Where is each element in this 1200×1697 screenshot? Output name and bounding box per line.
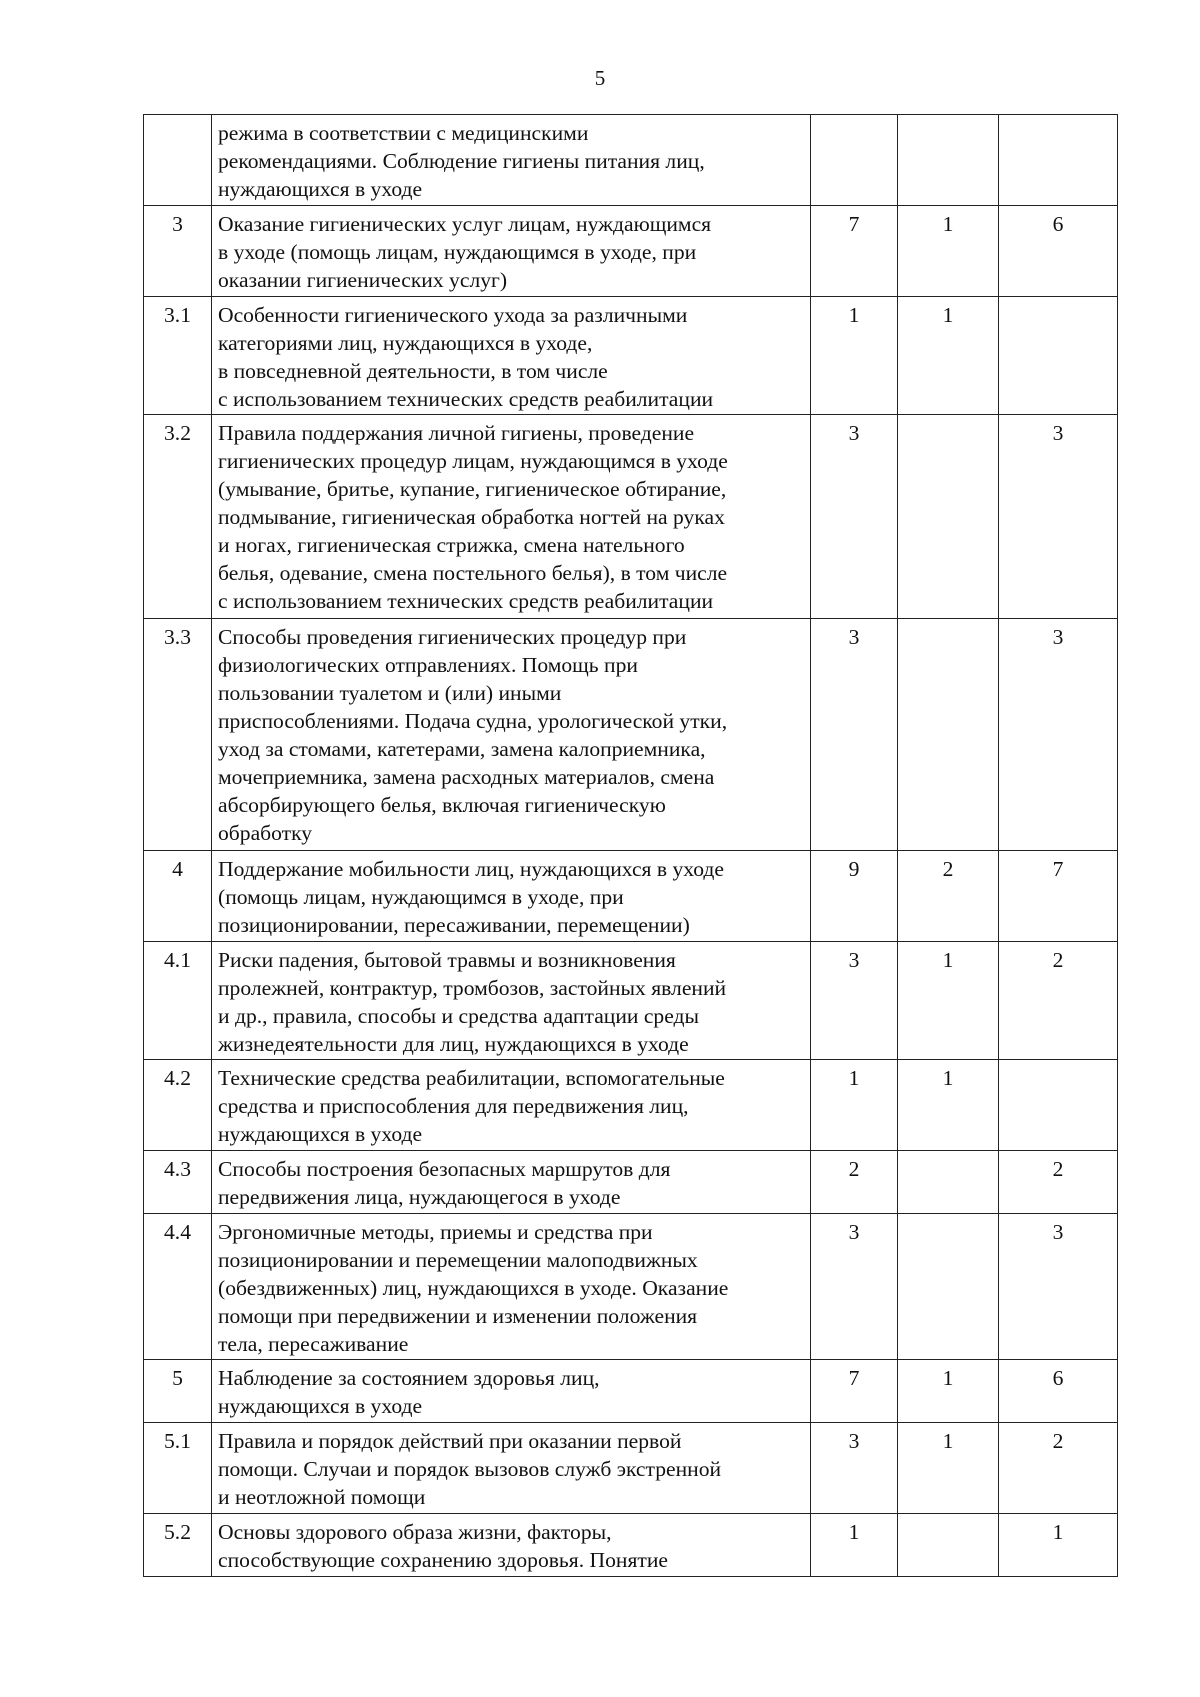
practice-hours-cell (999, 1060, 1118, 1151)
topic-cell: Правила и порядок действий при оказании первой помощи. Случаи и порядок вызовов служб экстренной и неотложной помощи (212, 1423, 811, 1514)
table-row (144, 206, 1118, 297)
row-number-cell (144, 115, 212, 206)
topic-cell: Поддержание мобильности лиц, нуждающихся в уходе (помощь лицам, нуждающимся в уходе, при позиционировании, пересаживании, перемещении) (212, 851, 811, 942)
practice-hours-cell: 3 (999, 1214, 1118, 1360)
table-row (144, 851, 1118, 942)
total-hours-cell: 7 (811, 206, 898, 297)
theory-hours-cell (898, 1514, 999, 1577)
practice-hours-cell (999, 297, 1118, 415)
practice-hours-cell: 7 (999, 851, 1118, 942)
total-hours-cell: 1 (811, 1060, 898, 1151)
topic-cell: Наблюдение за состоянием здоровья лиц, нуждающихся в уходе (212, 1360, 811, 1423)
theory-hours-cell (898, 415, 999, 619)
topic-cell: Способы проведения гигиенических процедур при физиологических отправлениях. Помощь при пользовании туалетом и (или) иными приспособлениями. Подача судна, урологической утки, уход за стомами, катетерами, замена калоприемника, мочеприемника, замена расходных материалов, смена абсорбирующего белья, включая гигиеническую обработку (212, 619, 811, 851)
row-number-cell: 4.1 (144, 942, 212, 1060)
page-number: 5 (594, 66, 606, 90)
table-row (144, 1423, 1118, 1514)
table-row (144, 115, 1118, 206)
row-number-cell: 4.2 (144, 1060, 212, 1151)
practice-hours-cell: 1 (999, 1514, 1118, 1577)
theory-hours-cell: 1 (898, 942, 999, 1060)
theory-hours-cell: 1 (898, 1060, 999, 1151)
total-hours-cell: 3 (811, 415, 898, 619)
total-hours-cell: 3 (811, 1423, 898, 1514)
theory-hours-cell (898, 1214, 999, 1360)
row-number-cell: 5.2 (144, 1514, 212, 1577)
practice-hours-cell: 3 (999, 619, 1118, 851)
topic-cell: Основы здорового образа жизни, факторы, способствующие сохранению здоровья. Понятие (212, 1514, 811, 1577)
table-row (144, 415, 1118, 619)
topic-cell: Эргономичные методы, приемы и средства при позиционировании и перемещении малоподвижных (обездвиженных) лиц, нуждающихся в уходе. Оказание помощи при передвижении и изменении положения тела, пересаживание (212, 1214, 811, 1360)
table-body (144, 115, 1118, 1577)
total-hours-cell (811, 115, 898, 206)
table-row (144, 942, 1118, 1060)
practice-hours-cell: 3 (999, 415, 1118, 619)
row-number-cell: 3.2 (144, 415, 212, 619)
row-number-cell: 3.3 (144, 619, 212, 851)
practice-hours-cell: 6 (999, 206, 1118, 297)
row-number-cell: 4.3 (144, 1151, 212, 1214)
topic-cell: Особенности гигиенического ухода за различными категориями лиц, нуждающихся в уходе, в повседневной деятельности, в том числе с использованием технических средств реабилитации (212, 297, 811, 415)
topic-cell: Способы построения безопасных маршрутов для передвижения лица, нуждающегося в уходе (212, 1151, 811, 1214)
topic-cell: режима в соответствии с медицинскими рекомендациями. Соблюдение гигиены питания лиц, нуждающихся в уходе (212, 115, 811, 206)
theory-hours-cell: 1 (898, 297, 999, 415)
table-row (144, 1214, 1118, 1360)
theory-hours-cell: 1 (898, 206, 999, 297)
table-row (144, 1514, 1118, 1577)
practice-hours-cell: 2 (999, 1151, 1118, 1214)
total-hours-cell: 2 (811, 1151, 898, 1214)
topic-cell: Риски падения, бытовой травмы и возникновения пролежней, контрактур, тромбозов, застойных явлений и др., правила, способы и средства адаптации среды жизнедеятельности для лиц, нуждающихся в уходе (212, 942, 811, 1060)
row-number-cell: 4.4 (144, 1214, 212, 1360)
row-number-cell: 5 (144, 1360, 212, 1423)
theory-hours-cell: 1 (898, 1423, 999, 1514)
theory-hours-cell (898, 115, 999, 206)
table-row (144, 619, 1118, 851)
practice-hours-cell: 6 (999, 1360, 1118, 1423)
total-hours-cell: 7 (811, 1360, 898, 1423)
total-hours-cell: 3 (811, 619, 898, 851)
curriculum-table (143, 114, 1118, 1577)
theory-hours-cell (898, 1151, 999, 1214)
table-row (144, 1360, 1118, 1423)
table-row (144, 1060, 1118, 1151)
practice-hours-cell: 2 (999, 1423, 1118, 1514)
total-hours-cell: 9 (811, 851, 898, 942)
row-number-cell: 4 (144, 851, 212, 942)
total-hours-cell: 1 (811, 297, 898, 415)
total-hours-cell: 3 (811, 942, 898, 1060)
practice-hours-cell: 2 (999, 942, 1118, 1060)
total-hours-cell: 3 (811, 1214, 898, 1360)
row-number-cell: 3.1 (144, 297, 212, 415)
topic-cell: Оказание гигиенических услуг лицам, нуждающимся в уходе (помощь лицам, нуждающимся в уходе, при оказании гигиенических услуг) (212, 206, 811, 297)
topic-cell: Технические средства реабилитации, вспомогательные средства и приспособления для передвижения лиц, нуждающихся в уходе (212, 1060, 811, 1151)
row-number-cell: 3 (144, 206, 212, 297)
theory-hours-cell: 2 (898, 851, 999, 942)
table-row (144, 1151, 1118, 1214)
topic-cell: Правила поддержания личной гигиены, проведение гигиенических процедур лицам, нуждающимся в уходе (умывание, бритье, купание, гигиеническое обтирание, подмывание, гигиеническая обработка ногтей на руках и ногах, гигиеническая стрижка, смена нательного белья, одевание, смена постельного белья), в том числе с использованием технических средств реабилитации (212, 415, 811, 619)
row-number-cell: 5.1 (144, 1423, 212, 1514)
theory-hours-cell: 1 (898, 1360, 999, 1423)
theory-hours-cell (898, 619, 999, 851)
total-hours-cell: 1 (811, 1514, 898, 1577)
table-row (144, 297, 1118, 415)
practice-hours-cell (999, 115, 1118, 206)
